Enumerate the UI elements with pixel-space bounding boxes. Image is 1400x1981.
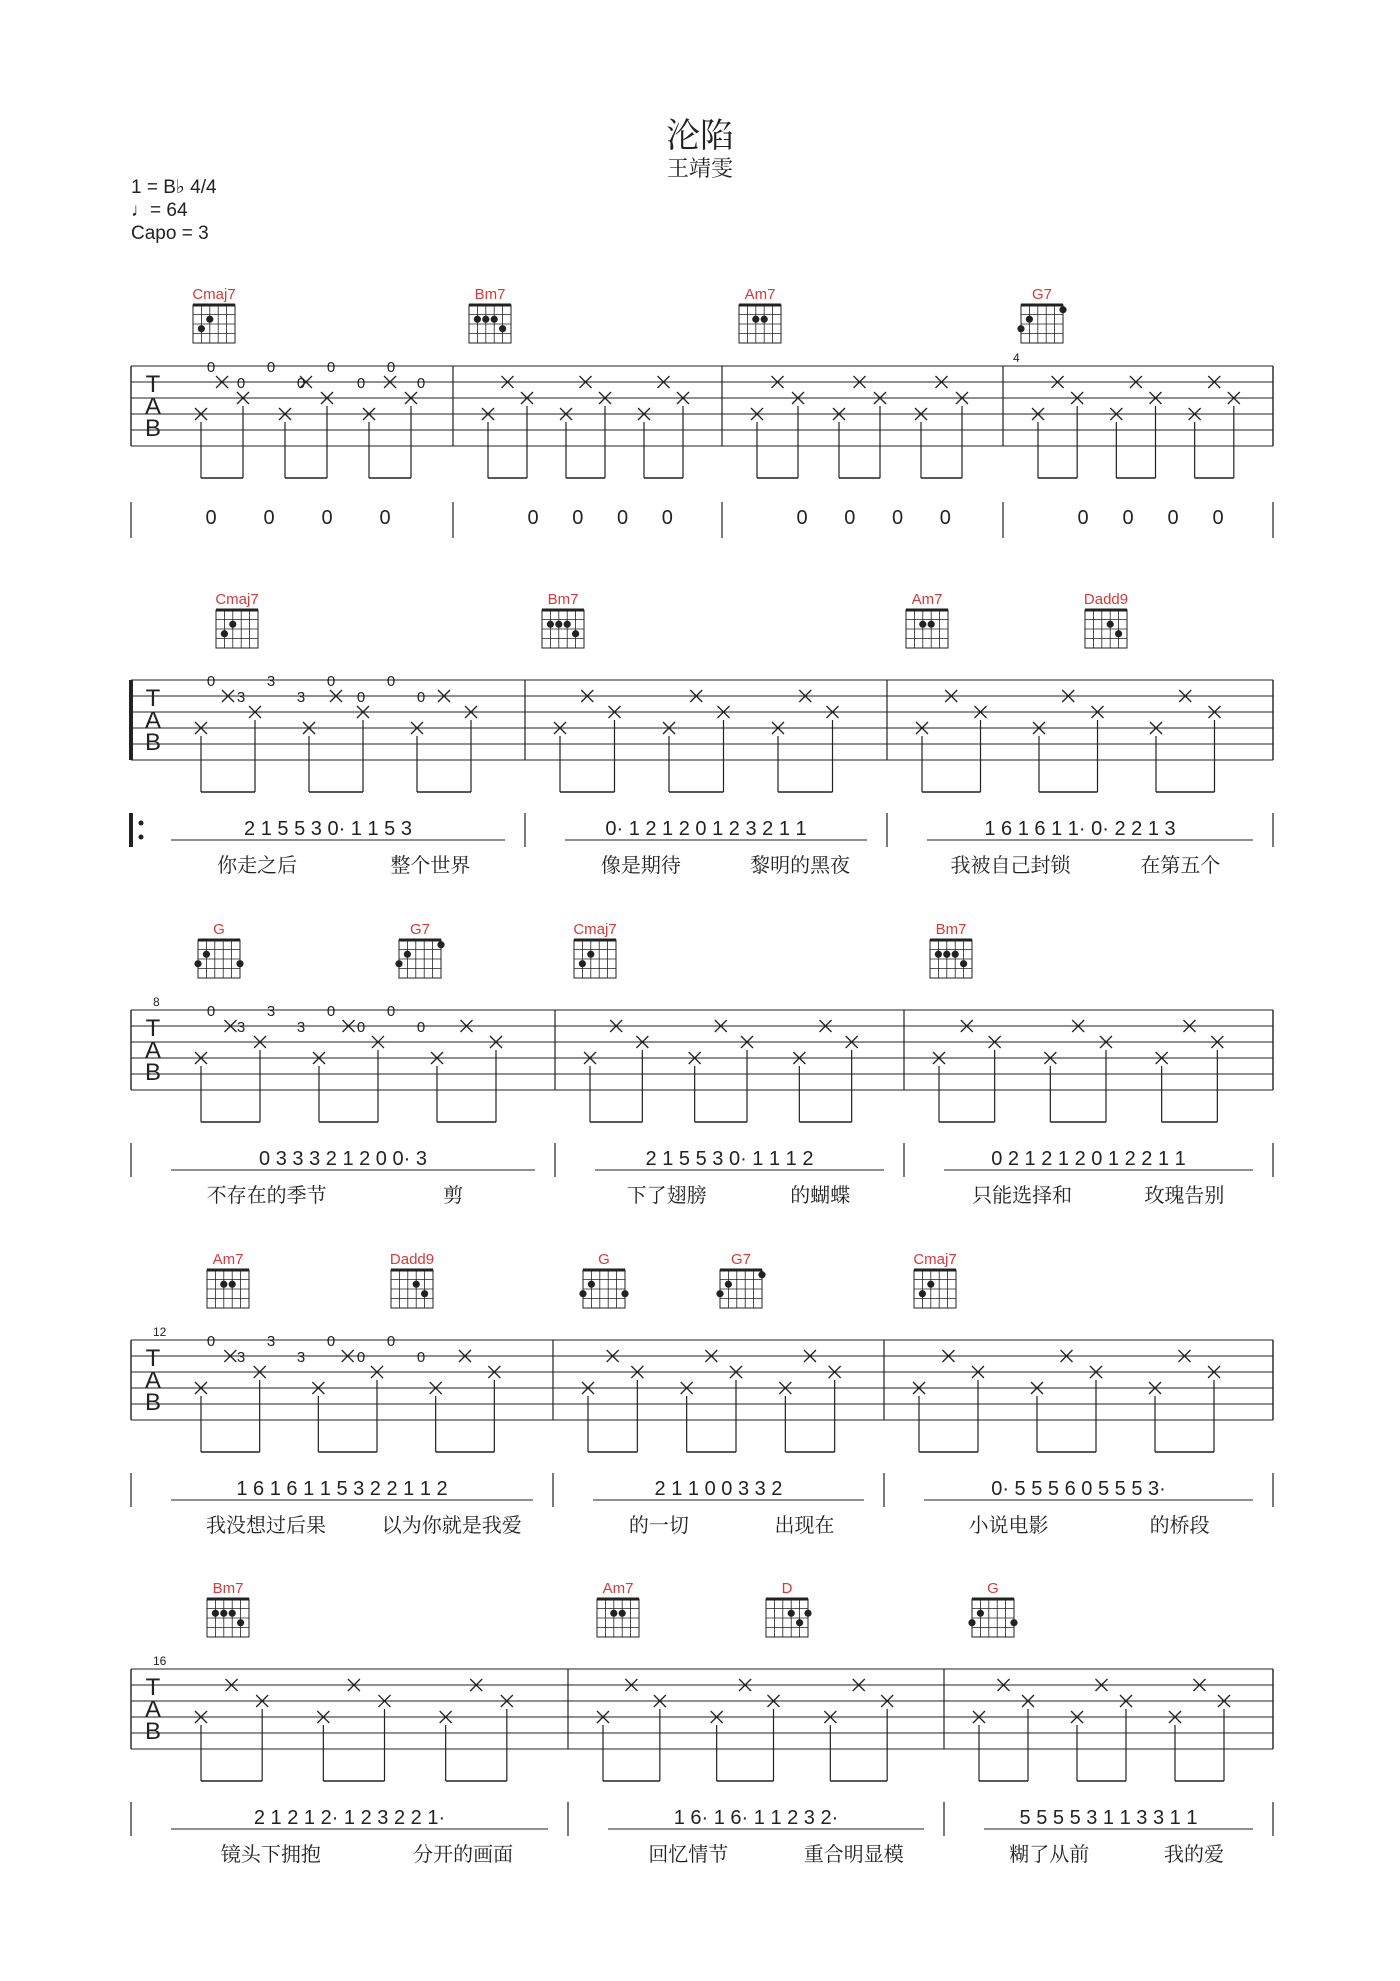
numbered-notation-measure: 2 1 5 5 3 0· 1 1 1 2 <box>645 1148 814 1170</box>
finger-dot <box>1107 621 1114 628</box>
song-artist: 王靖雯 <box>666 156 733 181</box>
lyric-phrase: 的桥段 <box>1149 1515 1210 1537</box>
tab-fret-number: 3 <box>296 1349 306 1366</box>
chord-name: Cmaj7 <box>215 591 259 608</box>
tab-fret-number: 0 <box>326 1003 336 1020</box>
lyric-phrase: 重合明显模 <box>803 1844 904 1866</box>
lyric-phrase: 的蝴蝶 <box>790 1185 851 1207</box>
finger-dot <box>206 316 213 323</box>
tab-fret-number: 3 <box>266 1003 276 1020</box>
bar-number: 4 <box>1013 351 1020 365</box>
finger-dot <box>752 316 759 323</box>
tempo-marking: ♩= 64 <box>131 200 188 221</box>
lyric-phrase: 小说电影 <box>968 1515 1049 1537</box>
rhythm-rest-digit: 0 <box>844 507 856 529</box>
key-signature: 1 = B♭ 4/4 <box>131 177 217 198</box>
lyric-phrase: 你走之后 <box>217 855 298 877</box>
song-title: 沦陷 <box>666 117 734 155</box>
finger-dot <box>621 1290 628 1297</box>
finger-dot <box>716 1290 723 1297</box>
lyric-phrase: 像是期待 <box>600 855 681 877</box>
rhythm-rest-digit: 0 <box>1212 507 1224 529</box>
chord-name: Cmaj7 <box>913 1251 957 1268</box>
tab-fret-number: 3 <box>236 1349 246 1366</box>
chord-name: Cmaj7 <box>573 921 617 938</box>
lyric-phrase: 我被自己封锁 <box>950 855 1071 877</box>
rhythm-rest-digit: 0 <box>572 507 584 529</box>
bar-number: 8 <box>153 995 160 1009</box>
rhythm-rest-digit: 0 <box>321 507 333 529</box>
finger-dot <box>927 1281 934 1288</box>
lyric-phrase: 在第五个 <box>1140 855 1221 877</box>
tab-clef-letter: A <box>144 393 162 420</box>
tab-fret-number: 0 <box>356 375 366 392</box>
rhythm-rest-digit: 0 <box>527 507 539 529</box>
rhythm-rest-digit: 0 <box>939 507 951 529</box>
tab-fret-number: 0 <box>356 689 366 706</box>
numbered-notation-measure: 0· 5 5 5 6 0 5 5 5 3· <box>991 1478 1166 1500</box>
finger-dot <box>587 951 594 958</box>
finger-dot <box>619 1610 626 1617</box>
chord-name: Bm7 <box>935 921 967 938</box>
tab-clef-letter: A <box>144 1037 162 1064</box>
tab-fret-number: 3 <box>296 1019 306 1036</box>
tab-fret-number: 0 <box>326 359 336 376</box>
lyric-phrase: 黎明的黑夜 <box>750 855 851 877</box>
tab-fret-number: 0 <box>416 375 426 392</box>
tab-clef-letter: B <box>144 729 162 756</box>
repeat-dot <box>139 821 144 826</box>
tab-fret-number: 0 <box>386 673 396 690</box>
rhythm-rest-digit: 0 <box>1167 507 1179 529</box>
finger-dot <box>572 630 579 637</box>
tab-fret-number: 0 <box>206 359 216 376</box>
rhythm-rest-digit: 0 <box>616 507 629 529</box>
numbered-notation-measure: 0· 1 2 1 2 0 1 2 3 2 1 1 <box>605 818 807 840</box>
chord-name: Bm7 <box>547 591 579 608</box>
lyric-phrase: 只能选择和 <box>972 1185 1073 1207</box>
tab-fret-number: 0 <box>206 1333 216 1350</box>
tab-fret-number: 0 <box>206 673 216 690</box>
tab-clef-letter: B <box>144 1389 162 1416</box>
finger-dot <box>1026 316 1033 323</box>
lyric-phrase: 出现在 <box>774 1515 835 1537</box>
finger-dot <box>1017 325 1024 332</box>
rhythm-rest-digit: 0 <box>1077 507 1089 529</box>
finger-dot <box>796 1619 803 1626</box>
tab-fret-number: 0 <box>356 1019 366 1036</box>
chord-name: G <box>213 921 225 938</box>
finger-dot <box>788 1610 795 1617</box>
tab-fret-number: 3 <box>296 689 306 706</box>
tab-clef-letter: B <box>144 415 162 442</box>
numbered-notation-measure: 2 1 2 1 2· 1 2 3 2 2 1· <box>253 1807 446 1829</box>
numbered-notation-measure: 0 3 3 3 2 1 2 0 0· 3 <box>259 1148 427 1170</box>
chord-name: Dadd9 <box>389 1251 435 1268</box>
tab-fret-number: 3 <box>236 1019 246 1036</box>
chord-name: G7 <box>730 1251 752 1268</box>
finger-dot <box>194 960 201 967</box>
chord-name: Cmaj7 <box>192 286 236 303</box>
numbered-notation-measure: 2 1 5 5 3 0· 1 1 5 3 <box>244 818 412 840</box>
chord-name: Bm7 <box>212 1580 244 1597</box>
numbered-notation-measure: 2 1 1 0 0 3 3 2 <box>654 1478 783 1500</box>
finger-dot <box>761 316 768 323</box>
chord-name: Dadd9 <box>1083 591 1129 608</box>
numbered-notation-measure: 1 6· 1 6· 1 1 2 3 2· <box>673 1807 839 1829</box>
chord-name: G7 <box>409 921 431 938</box>
tab-clef-letter: T <box>145 1674 161 1701</box>
tab-fret-number: 0 <box>206 1003 216 1020</box>
finger-dot <box>547 621 554 628</box>
finger-dot <box>220 1281 227 1288</box>
chord-name: G <box>598 1251 610 1268</box>
tab-clef-letter: T <box>145 685 161 712</box>
tab-fret-number: 0 <box>326 1333 336 1350</box>
finger-dot <box>725 1281 732 1288</box>
finger-dot <box>977 1610 984 1617</box>
finger-dot <box>968 1619 975 1626</box>
numbered-notation-measure: 1 6 1 6 1 1· 0· 2 2 1 3 <box>984 818 1176 840</box>
lyric-phrase: 剪 <box>443 1185 464 1207</box>
finger-dot <box>919 621 926 628</box>
bar-number: 16 <box>153 1654 167 1668</box>
finger-dot <box>421 1290 428 1297</box>
capo-marking: Capo = 3 <box>131 223 209 244</box>
lyric-phrase: 下了翅膀 <box>626 1185 707 1207</box>
finger-dot <box>579 1290 586 1297</box>
rhythm-rest-digit: 0 <box>263 507 275 529</box>
finger-dot <box>413 1281 420 1288</box>
finger-dot <box>395 960 402 967</box>
lyric-phrase: 糊了从前 <box>1009 1844 1090 1866</box>
tab-clef-letter: B <box>144 1718 162 1745</box>
chord-name: Am7 <box>602 1580 634 1597</box>
chord-name: G7 <box>1031 286 1053 303</box>
finger-dot <box>212 1610 219 1617</box>
finger-dot <box>564 621 571 628</box>
bar-number: 12 <box>153 1325 167 1339</box>
finger-dot <box>220 1610 227 1617</box>
finger-dot <box>952 951 959 958</box>
finger-dot <box>943 951 950 958</box>
finger-dot <box>499 325 506 332</box>
tab-fret-number: 0 <box>296 375 306 392</box>
tab-fret-number: 0 <box>266 359 276 376</box>
finger-dot <box>237 1619 244 1626</box>
tab-fret-number: 0 <box>386 1003 396 1020</box>
tab-clef-letter: A <box>144 707 162 734</box>
finger-dot <box>960 960 967 967</box>
tab-clef-letter: T <box>145 1345 161 1372</box>
lyric-phrase: 分开的画面 <box>413 1844 514 1866</box>
finger-dot <box>203 951 210 958</box>
finger-dot <box>1010 1619 1017 1626</box>
finger-dot <box>229 1610 236 1617</box>
finger-dot <box>229 621 236 628</box>
tab-fret-number: 3 <box>266 673 276 690</box>
rhythm-rest-digit: 0 <box>796 507 808 529</box>
finger-dot <box>555 621 562 628</box>
tab-fret-number: 3 <box>266 1333 276 1350</box>
tab-fret-number: 0 <box>416 1349 426 1366</box>
tab-fret-number: 0 <box>386 1333 396 1350</box>
tab-fret-number: 0 <box>356 1349 366 1366</box>
lyric-phrase: 玫瑰告别 <box>1144 1185 1225 1207</box>
finger-dot <box>919 1290 926 1297</box>
finger-dot <box>404 951 411 958</box>
chord-name: Bm7 <box>474 286 506 303</box>
rhythm-rest-digit: 0 <box>379 507 391 529</box>
finger-dot <box>928 621 935 628</box>
lyric-phrase: 不存在的季节 <box>206 1185 327 1207</box>
lyric-phrase: 整个世界 <box>390 855 471 877</box>
finger-dot <box>610 1610 617 1617</box>
tab-fret-number: 3 <box>236 689 246 706</box>
chord-name: G <box>987 1580 999 1597</box>
chord-name: Am7 <box>212 1251 244 1268</box>
tab-fret-number: 0 <box>416 689 426 706</box>
finger-dot <box>588 1281 595 1288</box>
finger-dot <box>935 951 942 958</box>
tab-clef-letter: B <box>144 1059 162 1086</box>
lyric-phrase: 我的爱 <box>1164 1844 1225 1866</box>
finger-dot <box>437 941 444 948</box>
tab-fret-number: 0 <box>236 375 246 392</box>
rhythm-rest-digit: 0 <box>205 507 217 529</box>
finger-dot <box>804 1610 811 1617</box>
tab-fret-number: 0 <box>386 359 396 376</box>
lyric-phrase: 以为你就是我爱 <box>381 1515 522 1537</box>
finger-dot <box>482 316 489 323</box>
tab-clef-letter: A <box>144 1696 162 1723</box>
numbered-notation-measure: 1 6 1 6 1 1 5 3 2 2 1 1 2 <box>236 1478 448 1500</box>
lyric-phrase: 的一切 <box>628 1515 689 1537</box>
finger-dot <box>491 316 498 323</box>
tab-clef-letter: T <box>145 371 161 398</box>
lyric-phrase: 镜头下拥抱 <box>220 1844 321 1866</box>
repeat-dot <box>139 835 144 840</box>
finger-dot <box>229 1281 236 1288</box>
rhythm-rest-digit: 0 <box>661 507 673 529</box>
finger-dot <box>474 316 481 323</box>
tab-fret-number: 0 <box>326 673 336 690</box>
tab-clef-letter: A <box>144 1367 162 1394</box>
chord-name: Am7 <box>911 591 943 608</box>
finger-dot <box>1115 630 1122 637</box>
numbered-notation-measure: 0 2 1 2 1 2 0 1 2 2 1 1 <box>991 1148 1186 1170</box>
finger-dot <box>1059 306 1066 313</box>
finger-dot <box>198 325 205 332</box>
rhythm-rest-digit: 0 <box>891 507 904 529</box>
tab-fret-number: 0 <box>416 1019 426 1036</box>
tab-clef-letter: T <box>145 1015 161 1042</box>
rhythm-rest-digit: 0 <box>1122 507 1134 529</box>
numbered-notation-measure: 5 5 5 5 3 1 1 3 3 1 1 <box>1019 1807 1198 1829</box>
finger-dot <box>221 630 228 637</box>
finger-dot <box>758 1271 765 1278</box>
finger-dot <box>579 960 586 967</box>
lyric-phrase: 回忆情节 <box>648 1844 729 1866</box>
finger-dot <box>236 960 243 967</box>
chord-name: Am7 <box>744 286 776 303</box>
lyric-phrase: 我没想过后果 <box>206 1515 327 1537</box>
chord-name: D <box>781 1580 793 1597</box>
